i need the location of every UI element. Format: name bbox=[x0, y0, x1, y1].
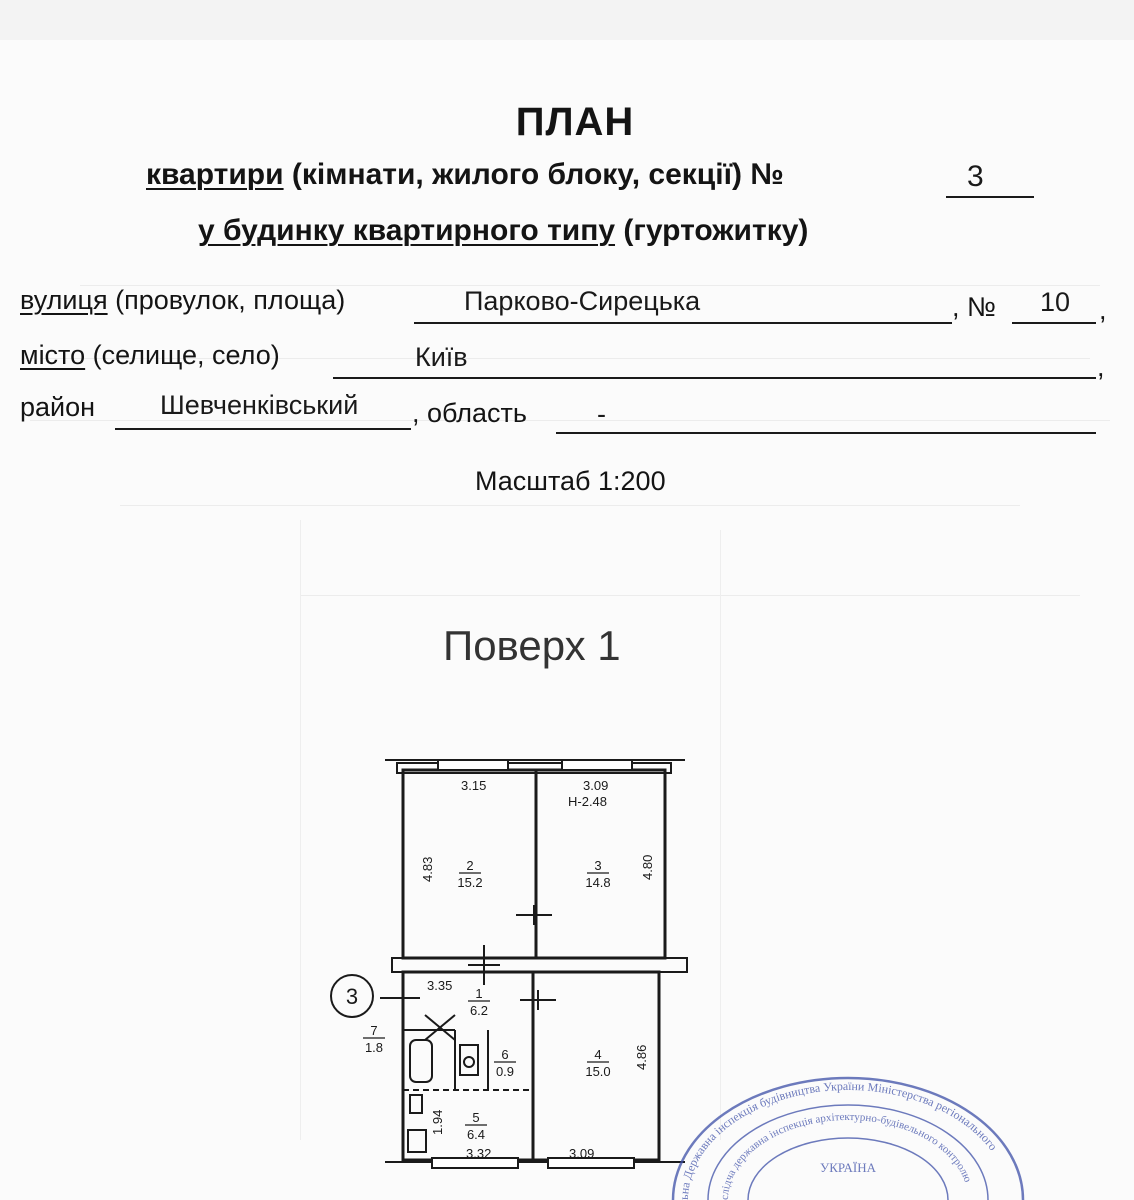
toilet-icon bbox=[460, 1045, 478, 1075]
city-word: місто bbox=[20, 340, 86, 370]
room-area: 6.4 bbox=[466, 1127, 486, 1142]
comma: , bbox=[1099, 295, 1107, 325]
dimension-hall: 3.35 bbox=[427, 978, 453, 993]
stamp-outer-text: ьна Державна інспекція будівництва України Міністерства регіонального bbox=[676, 1078, 1001, 1200]
room-number: 7 bbox=[370, 1023, 378, 1038]
region-label: , область bbox=[412, 398, 527, 428]
street-word: вулиця bbox=[20, 285, 108, 315]
district-value: Шевченківський bbox=[160, 390, 359, 420]
window-top-right bbox=[562, 760, 632, 770]
basin-icon bbox=[464, 1057, 474, 1067]
room-number: 1 bbox=[475, 986, 483, 1001]
room-area: 14.8 bbox=[585, 875, 611, 890]
apartment-number: 3 bbox=[967, 160, 984, 193]
dimension-bottom-right: 3.09 bbox=[569, 1146, 595, 1161]
wall-room-2 bbox=[403, 770, 665, 958]
building-type: у будинку квартирного типу bbox=[198, 214, 616, 247]
document-title: ПЛАН bbox=[515, 100, 635, 144]
room-area: 15.2 bbox=[457, 875, 483, 890]
district-label: район bbox=[20, 392, 96, 422]
stamp-center-text: УКРАЇНА bbox=[820, 1160, 876, 1175]
scale-label: Масштаб 1:200 bbox=[475, 466, 666, 496]
dimension-top-left: 3.15 bbox=[461, 778, 487, 793]
bathtub-icon bbox=[410, 1040, 432, 1082]
comma: , bbox=[1097, 352, 1105, 382]
official-stamp bbox=[673, 1078, 1023, 1200]
room-number: 4 bbox=[594, 1047, 602, 1062]
dimension-room-4: 4.86 bbox=[634, 1044, 649, 1070]
room-area: 1.8 bbox=[364, 1040, 384, 1055]
street-value: Парково-Сирецька bbox=[464, 286, 701, 316]
city-value: Київ bbox=[415, 342, 468, 372]
apartment-alternatives: (кімнати, жилого блоку, секції) № bbox=[291, 158, 784, 191]
stamp-inner-text: слідча державна інспекція архітектурно-будівельного контролю bbox=[718, 1110, 974, 1200]
sink-icon bbox=[410, 1095, 422, 1113]
house-number-label: , № bbox=[952, 292, 996, 322]
floor-title: Поверх 1 bbox=[443, 622, 621, 669]
stove-icon bbox=[408, 1130, 426, 1152]
room-area: 0.9 bbox=[495, 1064, 515, 1079]
apartment-word: квартири bbox=[146, 158, 284, 191]
city-alternatives: (селище, село) bbox=[92, 340, 280, 370]
dimension-kitchen: 1.94 bbox=[430, 1109, 445, 1135]
apartment-marker: 3 bbox=[345, 984, 359, 1009]
middle-wall bbox=[392, 958, 687, 972]
dimension-left-room: 4.83 bbox=[420, 856, 435, 882]
room-area: 6.2 bbox=[469, 1003, 489, 1018]
ceiling-height: Н-2.48 bbox=[568, 794, 608, 809]
dimension-bottom-left: 3.32 bbox=[466, 1146, 492, 1161]
room-number: 6 bbox=[501, 1047, 509, 1062]
building-alternative: (гуртожитку) bbox=[623, 214, 809, 247]
window-top-left bbox=[438, 760, 508, 770]
region-value: - bbox=[597, 399, 606, 429]
room-number: 2 bbox=[466, 858, 474, 873]
dimension-top-right: 3.09 bbox=[583, 778, 609, 793]
room-number: 3 bbox=[594, 858, 602, 873]
room-area: 15.0 bbox=[585, 1064, 611, 1079]
dimension-right-room: 4.80 bbox=[640, 854, 655, 880]
street-alternatives: (провулок, площа) bbox=[115, 285, 346, 315]
room-number: 5 bbox=[472, 1110, 480, 1125]
house-number-value: 10 bbox=[1040, 287, 1071, 317]
